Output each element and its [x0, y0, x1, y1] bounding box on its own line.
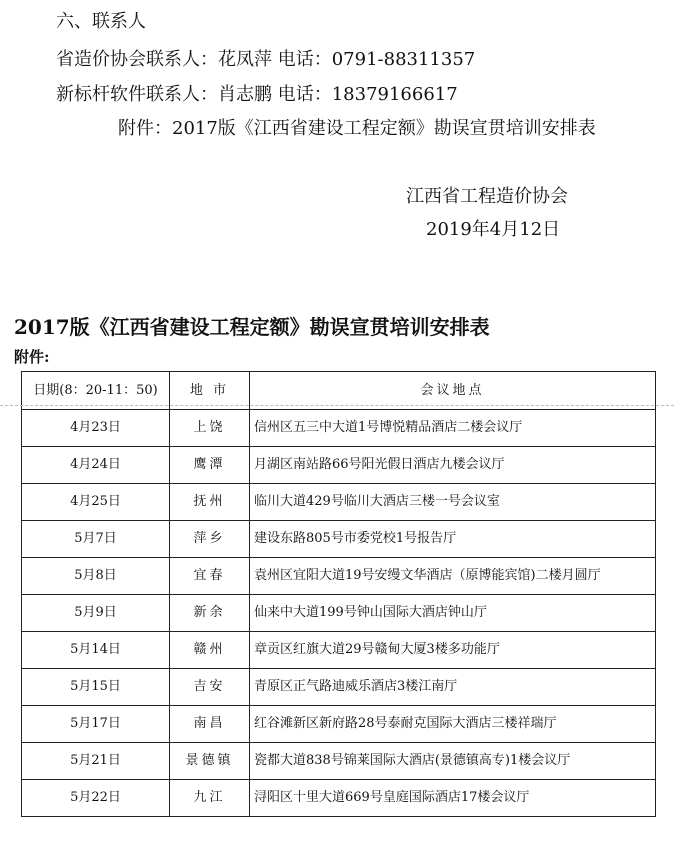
contact-line-software: 新标杆软件联系人：肖志鹏 电话：18379166617: [56, 84, 458, 105]
row-venue: 袁州区宜阳大道19号安缦文华酒店（原博能宾馆)二楼月圆厅: [250, 558, 656, 595]
attachment-label: 附件:: [14, 348, 50, 366]
page-break-divider: [0, 405, 674, 406]
attachment-note: 附件：2017版《江西省建设工程定额》勘误宣贯培训安排表: [118, 118, 596, 139]
header-city: 地 市: [170, 372, 250, 410]
table-row: [22, 743, 656, 780]
table-row: [22, 780, 656, 817]
row-city: 赣州: [170, 632, 250, 669]
row-date: 5月21日: [22, 743, 170, 780]
section-heading: 六、联系人: [56, 11, 146, 32]
signature-date: 2019年4月12日: [426, 219, 561, 240]
row-venue: 临川大道429号临川大酒店三楼一号会议室: [250, 484, 656, 521]
table-header-row: [22, 372, 656, 410]
row-venue: 月湖区南站路66号阳光假日酒店九楼会议厅: [250, 447, 656, 484]
row-city: 新余: [170, 595, 250, 632]
row-city: 吉安: [170, 669, 250, 706]
row-city: 南昌: [170, 706, 250, 743]
row-city: 鹰潭: [170, 447, 250, 484]
table-row: [22, 521, 656, 558]
table-row: [22, 484, 656, 521]
row-date: 4月24日: [22, 447, 170, 484]
row-venue: 青原区正气路迪威乐酒店3楼江南厅: [250, 669, 656, 706]
row-venue: 浔阳区十里大道669号皇庭国际酒店17楼会议厅: [250, 780, 656, 817]
row-city: 萍乡: [170, 521, 250, 558]
table-row: [22, 706, 656, 743]
row-date: 5月7日: [22, 521, 170, 558]
row-date: 4月23日: [22, 410, 170, 447]
row-venue: 瓷都大道838号锦莱国际大酒店(景德镇高专)1楼会议厅: [250, 743, 656, 780]
row-venue: 仙来中大道199号钟山国际大酒店钟山厅: [250, 595, 656, 632]
schedule-table: [21, 371, 656, 817]
table-row: [22, 595, 656, 632]
table-row: [22, 632, 656, 669]
row-city: 九江: [170, 780, 250, 817]
row-date: 5月8日: [22, 558, 170, 595]
row-city: 景德镇: [170, 743, 250, 780]
table-row: [22, 410, 656, 447]
signature-organization: 江西省工程造价协会: [406, 186, 568, 207]
row-venue: 建设东路805号市委党校1号报告厅: [250, 521, 656, 558]
row-venue: 章贡区红旗大道29号赣甸大厦3楼多功能厅: [250, 632, 656, 669]
header-date: 日期(8：20-11：50): [22, 372, 170, 410]
contact-line-association: 省造价协会联系人：花凤萍 电话：0791-88311357: [56, 49, 476, 70]
row-date: 5月22日: [22, 780, 170, 817]
header-venue: 会议地点: [250, 372, 656, 410]
row-date: 5月15日: [22, 669, 170, 706]
row-venue: 红谷滩新区新府路28号泰耐克国际大酒店三楼祥瑞厅: [250, 706, 656, 743]
row-city: 上饶: [170, 410, 250, 447]
table-row: [22, 558, 656, 595]
row-date: 4月25日: [22, 484, 170, 521]
row-city: 抚州: [170, 484, 250, 521]
table-row: [22, 669, 656, 706]
row-date: 5月14日: [22, 632, 170, 669]
row-date: 5月9日: [22, 595, 170, 632]
row-venue: 信州区五三中大道1号博悦精品酒店二楼会议厅: [250, 410, 656, 447]
table-row: [22, 447, 656, 484]
schedule-title: 2017版《江西省建设工程定额》勘误宣贯培训安排表: [14, 315, 490, 339]
row-city: 宜春: [170, 558, 250, 595]
row-date: 5月17日: [22, 706, 170, 743]
